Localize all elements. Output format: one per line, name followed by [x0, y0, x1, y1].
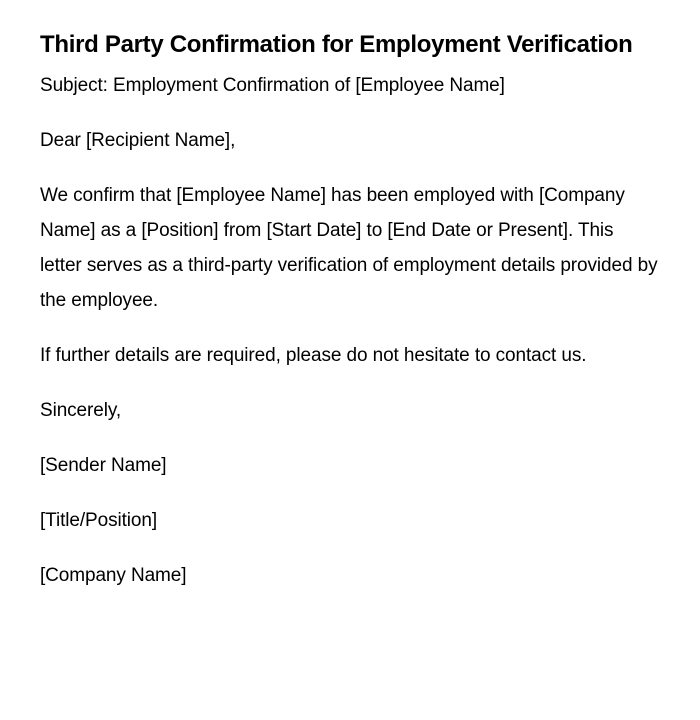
body-paragraph-contact: If further details are required, please do not hesitate to contact us. — [40, 345, 587, 366]
salutation: Dear [Recipient Name], — [40, 130, 236, 151]
document-title: Third Party Confirmation for Employment Verification — [40, 31, 633, 58]
subject-line: Subject: Employment Confirmation of [Employee Name] — [40, 75, 505, 96]
sender-title: [Title/Position] — [40, 510, 158, 531]
sender-company: [Company Name] — [40, 565, 187, 586]
closing: Sincerely, — [40, 400, 122, 421]
body-paragraph-confirmation: We confirm that [Employee Name] has been employed with [Company Name] as a [Position] from [Start Date] to [End Date or Present]. This letter serves as a third-party verification of employment details provided by the employee. — [40, 185, 658, 311]
sender-name: [Sender Name] — [40, 455, 167, 476]
